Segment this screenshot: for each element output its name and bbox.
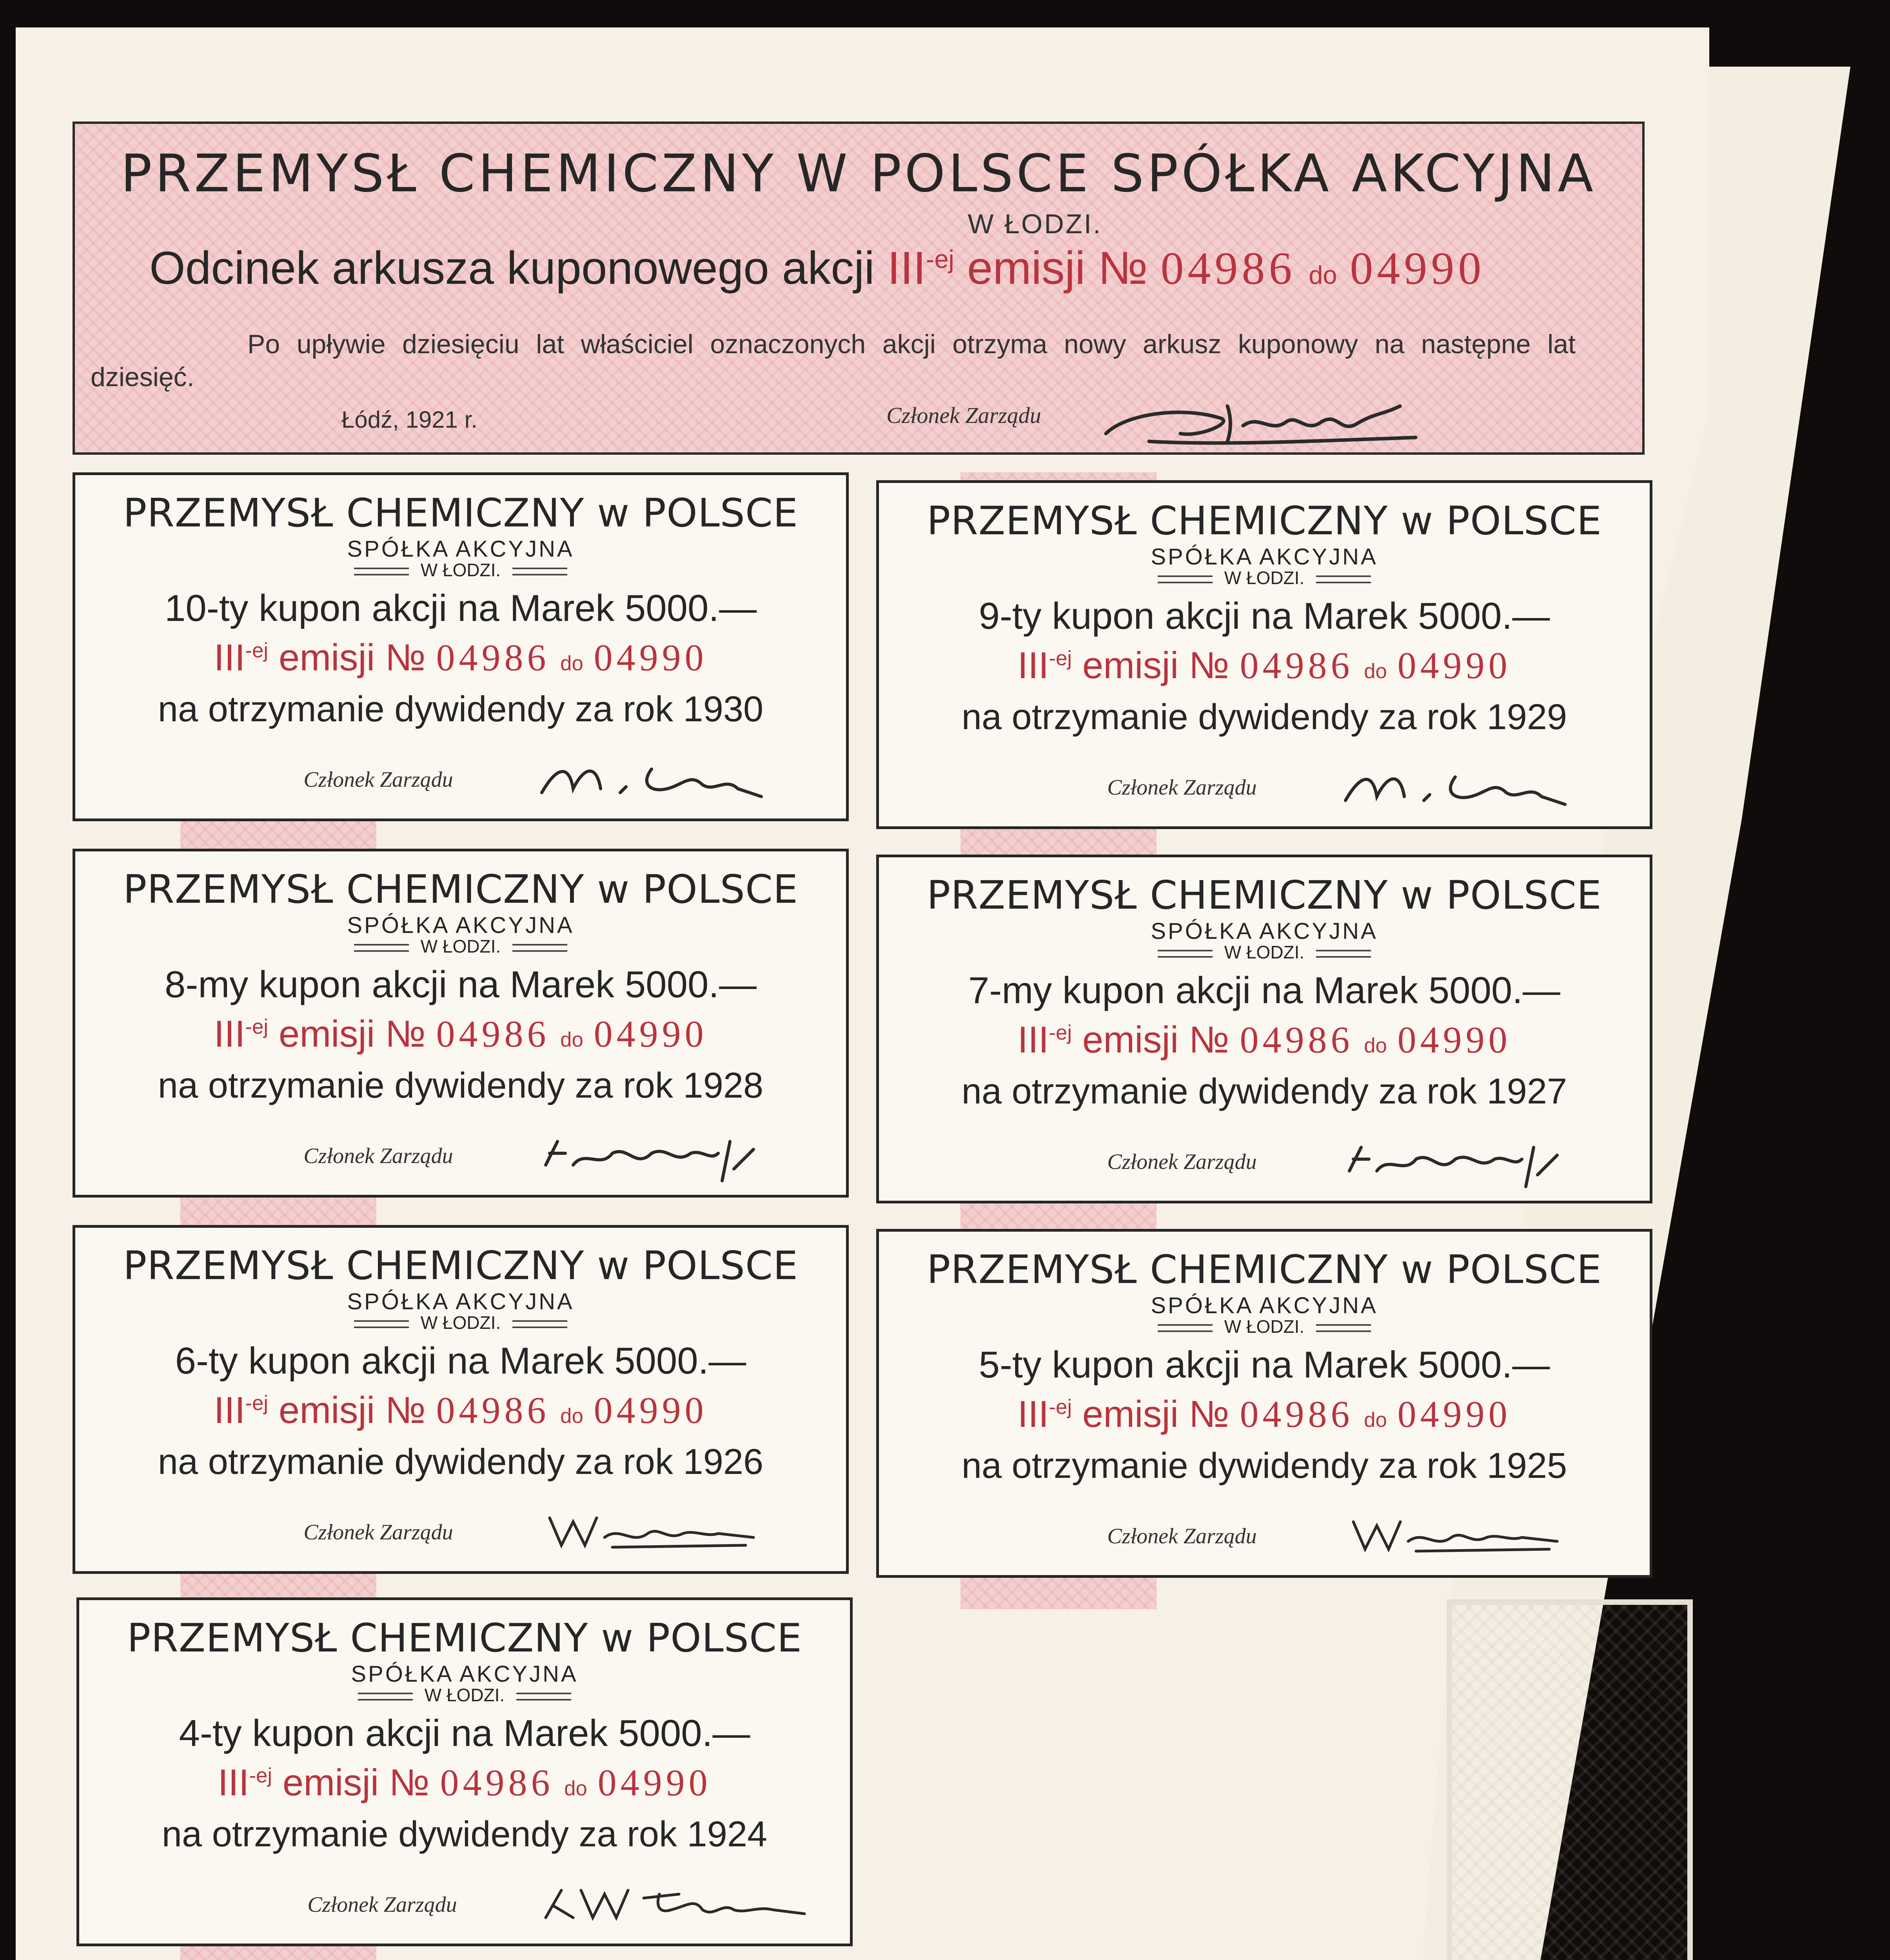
coupon-9: [876, 480, 1652, 829]
coupon-dividend-line: na otrzymanie dywidendy za rok 1926: [158, 1442, 764, 1482]
coupon-year: 1927: [1487, 1071, 1567, 1111]
coupon-member-label: Członek Zarządu: [1107, 1150, 1257, 1174]
double-rule-right: [1316, 575, 1371, 583]
header-section: [73, 122, 1645, 455]
coupon-year: 1929: [1487, 697, 1567, 737]
double-rule-right: [516, 1693, 571, 1700]
coupon-7: [876, 855, 1652, 1203]
coupon-company-name: PRZEMYSŁ CHEMICZNY w POLSCE: [123, 1243, 799, 1289]
coupon-denomination-line: 4-ty kupon akcji na Marek 5000.—: [179, 1712, 750, 1754]
coupon-year: 1928: [683, 1065, 764, 1105]
double-rule-right: [512, 944, 567, 952]
double-rule-right: [512, 1320, 567, 1328]
coupon-subtitle: SPÓŁKA AKCYJNA: [351, 1661, 578, 1687]
signature-mark: [1102, 390, 1423, 449]
coupon-dividend-line: na otrzymanie dywidendy za rok 1924: [162, 1814, 768, 1854]
number-sign-icon: №: [385, 637, 426, 679]
coupon-company-name: PRZEMYSŁ CHEMICZNY w POLSCE: [926, 872, 1602, 918]
coupon-denomination-line: 6-ty kupon akcji na Marek 5000.—: [175, 1340, 746, 1382]
coupon-issue-line: $III^{-ej}$ emisji № 04986 do 04990: [1017, 1393, 1511, 1435]
header-place-date: Łódź, 1921 r.: [341, 407, 477, 433]
signature-mark: [538, 1875, 812, 1929]
faded-frame-right: [1447, 1599, 1693, 1960]
header-issue: $III^{-ej}$: [887, 242, 954, 294]
coupon-company-name: PRZEMYSŁ CHEMICZNY w POLSCE: [123, 866, 799, 912]
coupon-city-row: [879, 942, 1650, 963]
double-rule-right: [1316, 1324, 1371, 1332]
coupon-city-row: [75, 1312, 846, 1333]
coupon-city: W ŁODZI.: [420, 560, 501, 580]
coupon-member-label: Członek Zarządu: [307, 1893, 457, 1917]
coupon-10: [73, 472, 849, 821]
number-sign-icon: №: [389, 1762, 430, 1804]
number-sign-icon: №: [385, 1389, 426, 1431]
number-sign-icon: №: [385, 1013, 426, 1055]
header-member-label: Członek Zarządu: [886, 403, 1041, 428]
coupon-member-label: Członek Zarządu: [303, 768, 453, 792]
coupon-year: 1930: [683, 689, 764, 729]
header-sheet-label: Odcinek arkusza kuponowego akcji: [149, 242, 875, 294]
coupon-city-row: [879, 567, 1650, 588]
coupon-subtitle: SPÓŁKA AKCYJNA: [347, 536, 574, 562]
coupon-city-row: [75, 559, 846, 581]
header-sheet-line: [149, 241, 1485, 295]
coupon-issue-line: $III^{-ej}$ emisji № 04986 do 04990: [214, 1389, 708, 1431]
signature-mark: [1338, 1506, 1573, 1561]
coupon-ordinal: 4-ty: [179, 1712, 242, 1754]
coupon-city-row: [75, 936, 846, 957]
coupon-ordinal: 7-my: [968, 969, 1052, 1011]
header-to-word: do: [1309, 261, 1337, 289]
header-number-to: 04990: [1350, 243, 1485, 294]
coupon-ordinal: 8-my: [164, 964, 249, 1005]
coupon-6: [73, 1225, 849, 1574]
coupon-issue-line: $III^{-ej}$ emisji № 04986 do 04990: [1017, 644, 1511, 686]
header-emission: emisji: [967, 242, 1086, 294]
coupon-ordinal: 9-ty: [979, 595, 1042, 637]
coupon-ordinal: 10-ty: [164, 587, 249, 629]
coupon-issue-line: $III^{-ej}$ emisji № 04986 do 04990: [218, 1762, 712, 1804]
number-sign-icon: №: [1098, 242, 1148, 294]
coupon-dividend-line: na otrzymanie dywidendy za rok 1929: [961, 697, 1567, 737]
coupon-year: 1924: [687, 1814, 768, 1854]
coupon-denomination-line: 10-ty kupon akcji na Marek 5000.—: [164, 587, 757, 629]
double-rule-right: [1316, 950, 1371, 958]
double-rule-left: [354, 944, 409, 952]
coupon-city: W ŁODZI.: [424, 1685, 505, 1705]
coupon-issue-line: $III^{-ej}$ emisji № 04986 do 04990: [1017, 1019, 1511, 1061]
header-note: Po upływie dziesięciu lat właściciel oznaczonych akcji otrzyma nowy arkusz kuponowy na następne lat dziesięć.: [91, 329, 1576, 392]
coupon-company-name: PRZEMYSŁ CHEMICZNY w POLSCE: [123, 490, 799, 536]
coupon-city: W ŁODZI.: [1224, 568, 1305, 588]
coupon-dividend-line: na otrzymanie dywidendy za rok 1930: [158, 689, 764, 729]
signature-mark: [534, 750, 769, 804]
coupon-subtitle: SPÓŁKA AKCYJNA: [347, 913, 574, 938]
double-rule-left: [1158, 1324, 1213, 1332]
signature-mark: [1338, 757, 1573, 812]
coupon-company-name: PRZEMYSŁ CHEMICZNY w POLSCE: [926, 498, 1602, 544]
coupon-city-row: [79, 1684, 850, 1706]
coupon-ordinal: 5-ty: [979, 1344, 1042, 1386]
coupon-ordinal: 6-ty: [175, 1340, 238, 1382]
coupon-dividend-line: na otrzymanie dywidendy za rok 1927: [961, 1071, 1567, 1111]
signature-mark: [534, 1502, 769, 1557]
coupon-denomination-line: 7-my kupon akcji na Marek 5000.—: [968, 969, 1561, 1011]
coupon-member-label: Członek Zarządu: [1107, 775, 1257, 800]
coupon-city: W ŁODZI.: [420, 1312, 501, 1333]
signature-mark: [534, 1126, 769, 1185]
number-sign-icon: №: [1189, 1019, 1229, 1061]
coupon-subtitle: SPÓŁKA AKCYJNA: [347, 1289, 574, 1314]
coupon-member-label: Członek Zarządu: [303, 1520, 453, 1544]
coupon-subtitle: SPÓŁKA AKCYJNA: [1151, 918, 1378, 944]
coupon-denomination-line: 5-ty kupon akcji na Marek 5000.—: [979, 1344, 1550, 1386]
header-city: W ŁODZI.: [968, 209, 1102, 239]
coupon-company-name: PRZEMYSŁ CHEMICZNY w POLSCE: [926, 1247, 1602, 1292]
coupon-city: W ŁODZI.: [1224, 1316, 1305, 1337]
number-sign-icon: №: [1189, 644, 1229, 686]
coupon-denomination-line: 9-ty kupon akcji na Marek 5000.—: [979, 595, 1550, 637]
header-number-from: 04986: [1160, 243, 1296, 294]
double-rule-left: [1158, 950, 1213, 958]
coupon-subtitle: SPÓŁKA AKCYJNA: [1151, 544, 1378, 570]
double-rule-left: [354, 568, 409, 575]
double-rule-left: [1158, 575, 1213, 583]
coupon-subtitle: SPÓŁKA AKCYJNA: [1151, 1293, 1378, 1318]
coupon-year: 1926: [683, 1442, 764, 1482]
coupon-dividend-line: na otrzymanie dywidendy za rok 1925: [961, 1446, 1567, 1486]
coupon-city: W ŁODZI.: [1224, 942, 1305, 962]
double-rule-left: [354, 1320, 409, 1328]
coupon-company-name: PRZEMYSŁ CHEMICZNY w POLSCE: [127, 1615, 802, 1661]
coupon-year: 1925: [1487, 1446, 1567, 1486]
coupon-5: [876, 1229, 1652, 1578]
double-rule-right: [512, 568, 567, 575]
coupon-denomination-line: 8-my kupon akcji na Marek 5000.—: [164, 964, 757, 1005]
coupon-member-label: Członek Zarządu: [1107, 1524, 1257, 1548]
coupon-dividend-line: na otrzymanie dywidendy za rok 1928: [158, 1065, 764, 1105]
coupon-8: [73, 849, 849, 1198]
coupon-issue-line: $III^{-ej}$ emisji № 04986 do 04990: [214, 1013, 708, 1055]
header-company-name: PRZEMYSŁ CHEMICZNY W POLSCE SPÓŁKA AKCYJNA: [120, 143, 1597, 204]
coupon-city: W ŁODZI.: [420, 936, 501, 956]
double-rule-left: [358, 1693, 413, 1700]
coupon-member-label: Członek Zarządu: [303, 1144, 453, 1168]
coupon-issue-line: $III^{-ej}$ emisji № 04986 do 04990: [214, 637, 708, 679]
signature-mark: [1338, 1132, 1573, 1191]
coupon-city-row: [879, 1316, 1650, 1337]
number-sign-icon: №: [1189, 1393, 1229, 1435]
coupon-4: [76, 1597, 853, 1946]
